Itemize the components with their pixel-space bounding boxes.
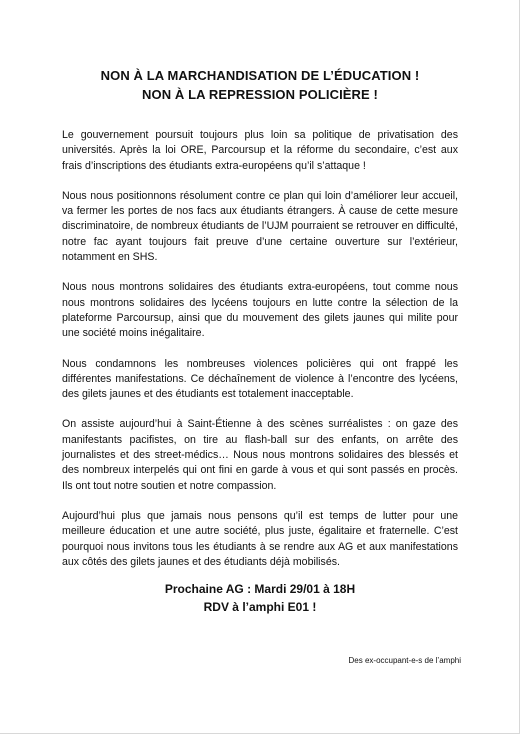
paragraph-saint-etienne: On assiste aujourd’hui à Saint-Étienne à des scènes surréalistes : on gaze des manifestants pacifistes, on tire au flash-ball sur des enfants, on arrête des journalistes et des street-médics… Nous nous montrons solidaires des blessés et des nombreux interpelés qui ont fini en garde à vous et qui sont passés en procès. Ils ont tout notre soutien et notre compassion. — [62, 418, 458, 492]
heading-line-1: NON À LA MARCHANDISATION DE L’ÉDUCATION ! — [100, 68, 420, 83]
paragraph-call-to-action: Aujourd’hui plus que jamais nous pensons qu’il est temps de lutter pour une meilleure éducation et une autre société, plus juste, égalitaire et fraternelle. C’est pourquoi nous invitons tous les étudiants à se rendre aux AG et aux manifestations aux côtés des gilets jaunes et des étudiants déjà mobilisés. — [62, 509, 458, 568]
heading-line-2: NON À LA REPRESSION POLICIÈRE ! — [142, 87, 378, 102]
paragraph-police-violence: Nous condamnons les nombreuses violences policières qui ont frappé les différentes manifestations. Ce déchaînement de violence à l’encontre des lycéens, des gilets jaunes et des étudiants est totalement inacceptable. — [62, 357, 458, 401]
document-body — [62, 128, 458, 570]
signature: Des ex-occupant-e-s de l’amphi — [348, 656, 461, 665]
document-heading — [40, 66, 480, 104]
paragraph-solidarity: Nous nous montrons solidaires des étudiants extra-européens, tout comme nous nous montrons solidaires des lycéens toujours en lutte contre la sélection de la plateforme Parcoursup, ainsi que du mouvement des gilets jaunes qui milite pour une société moins inégalitaire. — [62, 281, 458, 340]
meeting-announcement — [40, 580, 480, 616]
paragraph-position: Nous nous positionnons résolument contre ce plan qui loin d’améliorer leur accueil, va fermer les portes de nos facs aux étudiants étrangers. À cause de cette mesure discriminatoire, de nombreux étudiants de l’UJM pourraient se retrouver en difficulté, notre fac ayant toujours fait preuve d’une certaine ouverture sur l’extérieur, notamment en SHS. — [62, 189, 458, 264]
paragraph-privatisation: Le gouvernement poursuit toujours plus loin sa politique de privatisation des universités. Après la loi ORE, Parcoursup et la réforme du secondaire, c’est aux frais d’inscriptions des étudiants extra-européens qu’il s’attaque ! — [62, 129, 458, 172]
announcement-line-2: RDV à l’amphi E01 ! — [203, 600, 317, 614]
announcement-line-1: Prochaine AG : Mardi 29/01 à 18H — [164, 582, 356, 596]
